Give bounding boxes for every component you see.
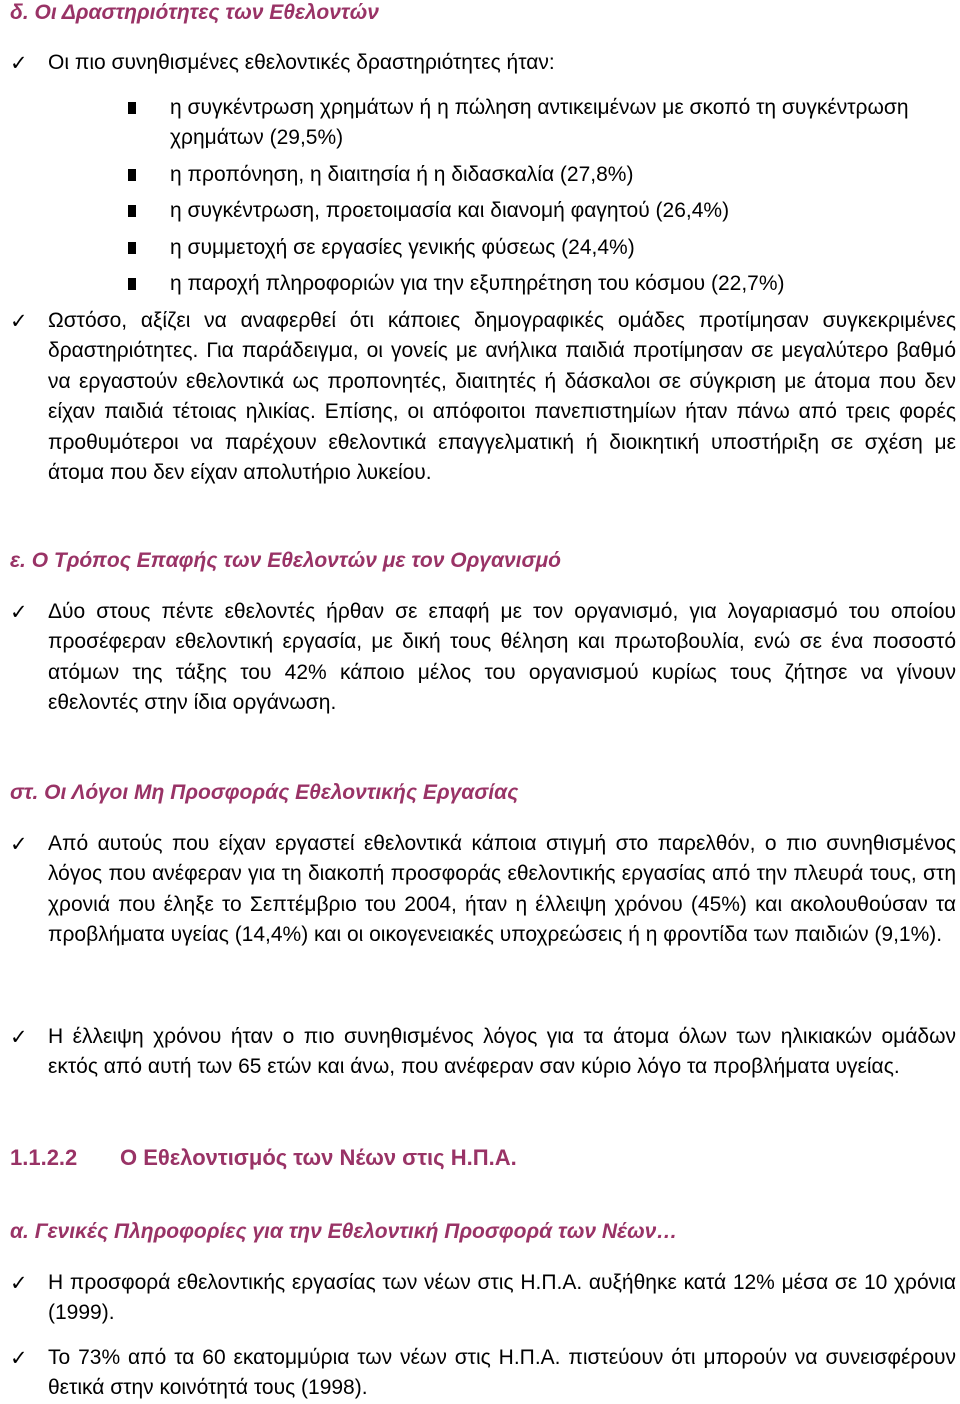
section-1122-heading <box>10 1144 517 1172</box>
checkmark-icon: ✓ <box>10 600 28 624</box>
square-bullet-icon <box>128 242 136 254</box>
section-d-note: Ωστόσο, αξίζει να αναφερθεί ότι κάποιες δημογραφικές ομάδες προτίμησαν συγκεκριμένες δραστηριότητες. Για παράδειγμα, οι γονείς με ανήλικα παιδιά προτίμησαν σε μεγαλύτερο βαθμό να εργαστούν εθελοντικά ως προπονητές, διαιτητές ή δάσκαλοι σε σύγκριση με άτομα που δεν είχαν παιδιά τέτοιας ηλικίας. Επίσης, οι απόφοιτοι πανεπιστημίων ήταν πάνω από τρεις φορές προθυμότεροι να παρέχουν εθελοντικά επαγγελματική ή διοικητική υποστήριξη σε σχέση με άτομα που δεν είχαν απολυτήριο λυκείου. <box>48 309 956 485</box>
section-st-item-2 <box>10 1022 956 1083</box>
list-item <box>128 233 948 263</box>
square-bullet-icon <box>128 102 136 114</box>
section-a-item-1 <box>10 1268 956 1329</box>
list-item <box>128 196 948 226</box>
activity-text: η συμμετοχή σε εργασίες γενικής φύσεως (24,4%) <box>170 235 635 259</box>
section-a-heading: α. Γενικές Πληροφορίες για την Εθελοντική Προσφορά των Νέων… <box>10 1220 678 1243</box>
section-d-intro: Οι πιο συνηθισμένες εθελοντικές δραστηριότητες ήταν: <box>48 51 555 74</box>
checkmark-icon: ✓ <box>10 1271 28 1295</box>
section-a-text-1: Η προσφορά εθελοντικής εργασίας των νέων στις Η.Π.Α. αυξήθηκε κατά 12% μέσα σε 10 χρόνια (1999). <box>48 1271 956 1325</box>
list-item <box>128 160 948 190</box>
section-st-text-2: Η έλλειψη χρόνου ήταν ο πιο συνηθισμένος λόγος για τα άτομα όλων των ηλικιακών ομάδων εκτός από αυτή των 65 ετών και άνω, που ανέφεραν σαν κύριο λόγο τα προβλήματα υγείας. <box>48 1025 956 1079</box>
section-e-item <box>10 597 956 719</box>
section-d-intro-item <box>10 48 956 78</box>
list-item <box>128 93 948 154</box>
activity-text: η συγκέντρωση χρημάτων ή η πώληση αντικειμένων με σκοπό τη συγκέντρωση χρημάτων (29,5%) <box>170 96 909 150</box>
checkmark-icon: ✓ <box>10 51 28 75</box>
section-a-text-2: Το 73% από τα 60 εκατομμύρια των νέων στις Η.Π.Α. πιστεύουν ότι μπορούν να συνεισφέρουν θετικά στην κοινότητά τους (1998). <box>48 1346 956 1400</box>
activity-text: η προπόνηση, η διαιτησία ή η διδασκαλία (27,8%) <box>170 162 634 186</box>
activity-text: η παροχή πληροφοριών για την εξυπηρέτηση του κόσμου (22,7%) <box>170 272 785 296</box>
section-d-heading: δ. Οι Δραστηριότητες των Εθελοντών <box>10 1 379 24</box>
square-bullet-icon <box>128 278 136 290</box>
section-d-note-item <box>10 306 956 488</box>
section-e-text: Δύο στους πέντε εθελοντές ήρθαν σε επαφή με τον οργανισμό, για λογαριασμό του οποίου προσέφεραν εθελοντική εργασία, με δική τους θέληση και πρωτοβουλία, ενώ σε ένα ποσοστό ατόμων της τάξης του 42% κάποιο μέλος του οργανισμού κυρίως τους ζήτησε να γίνουν εθελοντές στην ίδια οργάνωση. <box>48 600 956 715</box>
section-st-heading: στ. Οι Λόγοι Μη Προσφοράς Εθελοντικής Εργασίας <box>10 781 519 804</box>
section-title: Ο Εθελοντισμός των Νέων στις Η.Π.Α. <box>120 1145 517 1170</box>
activity-text: η συγκέντρωση, προετοιμασία και διανομή φαγητού (26,4%) <box>170 199 730 223</box>
checkmark-icon: ✓ <box>10 1025 28 1049</box>
section-number: 1.1.2.2 <box>10 1145 78 1170</box>
activities-list <box>128 93 948 299</box>
square-bullet-icon <box>128 205 136 217</box>
section-st-text-1: Από αυτούς που είχαν εργαστεί εθελοντικά κάποια στιγμή στο παρελθόν, ο πιο συνηθισμένος λόγος που ανέφεραν για τη διακοπή προσφοράς εθελοντικής εργασίας από την πλευρά τους, στη χρονιά που έληξε το Σεπτέμβριο του 2004, ήταν η έλλειψη χρόνου (45%) και ακολουθούσαν τα προβλήματα υγείας (14,4%) και οι οικογενειακές υποχρεώσεις ή η φροντίδα των παιδιών (9,1%). <box>48 832 956 947</box>
section-st-item-1 <box>10 829 956 951</box>
checkmark-icon: ✓ <box>10 832 28 856</box>
square-bullet-icon <box>128 169 136 181</box>
list-item <box>128 269 948 299</box>
checkmark-icon: ✓ <box>10 1346 28 1370</box>
checkmark-icon: ✓ <box>10 309 28 333</box>
section-a-item-2 <box>10 1343 956 1404</box>
section-e-heading: ε. Ο Τρόπος Επαφής των Εθελοντών με τον Οργανισμό <box>10 549 561 572</box>
